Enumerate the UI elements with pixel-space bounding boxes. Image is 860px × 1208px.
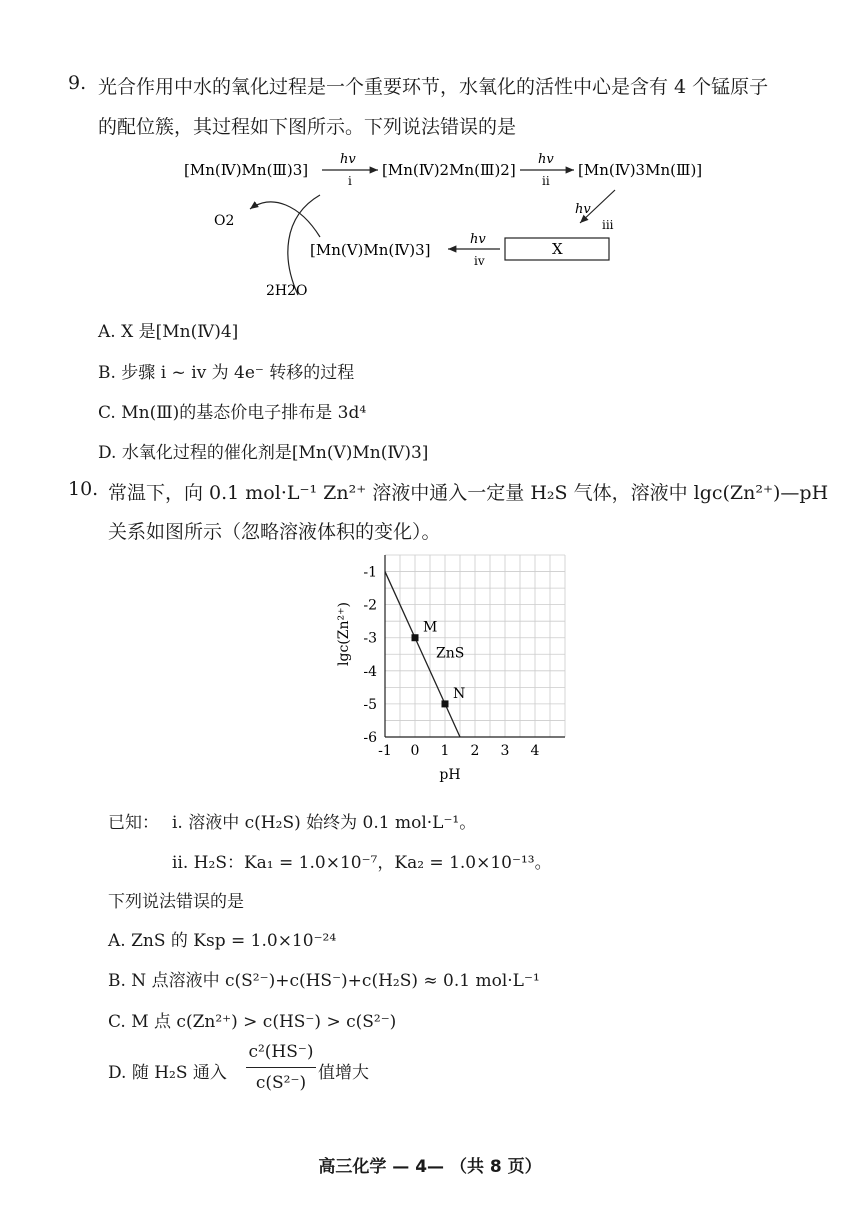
chart-tick-labels	[363, 565, 539, 759]
q10-option-c: C. M 点 c(Zn²⁺) > c(HS⁻) > c(S²⁻)	[108, 1012, 397, 1032]
x-tick-label: 4	[530, 743, 540, 759]
species-3-label: [Mn(Ⅳ)3Mn(Ⅲ)]	[578, 161, 703, 179]
hv-label-2: hv	[538, 152, 554, 167]
y-tick-label: -6	[363, 730, 377, 746]
chart-y-axis-label: lgc(Zn²⁺)	[336, 602, 352, 666]
y-tick-label: -3	[363, 630, 377, 647]
point-marker-M	[412, 634, 419, 641]
o2-label: O2	[214, 213, 235, 229]
x-box-label: X	[552, 240, 563, 258]
question-9-number: 9.	[68, 72, 87, 94]
q10-option-d-numerator: c²(HS⁻)	[248, 1042, 314, 1062]
x-tick-label: 2	[470, 743, 480, 759]
species-4-label: [Mn(Ⅴ)Mn(Ⅳ)3]	[310, 241, 431, 259]
point-marker-N	[442, 700, 449, 707]
hv-label-1: hv	[340, 152, 356, 167]
point-label-M: M	[423, 619, 438, 636]
hv-label-3: hv	[575, 202, 591, 217]
question-10-stem-line2: 关系如图所示（忽略溶液体积的变化）。	[108, 521, 441, 543]
y-tick-label: -5	[363, 696, 377, 713]
q10-option-d-denominator: c(S²⁻)	[255, 1073, 307, 1093]
step-iii-label: iii	[602, 218, 614, 232]
q9-option-a: A. X 是[Mn(Ⅳ)4]	[98, 322, 239, 342]
q10-option-a: A. ZnS 的 Ksp = 1.0×10⁻²⁴	[108, 931, 337, 951]
q9-option-d: D. 水氧化过程的催化剂是[Mn(Ⅴ)Mn(Ⅳ)3]	[98, 443, 429, 463]
species-1-label: [Mn(Ⅳ)Mn(Ⅲ)3]	[184, 161, 309, 179]
q10-option-b: B. N 点溶液中 c(S²⁻)+c(HS⁻)+c(H₂S) ≈ 0.1 mol·L⁻¹	[108, 971, 540, 991]
chart-points	[412, 620, 466, 708]
x-tick-label: 1	[440, 743, 450, 759]
x-tick-label: -1	[378, 743, 392, 759]
known-i: ⅰ. 溶液中 c(H₂S) 始终为 0.1 mol·L⁻¹。	[172, 813, 477, 833]
water-label: 2H2O	[266, 283, 308, 299]
y-tick-label: -4	[363, 663, 377, 680]
y-tick-label: -1	[363, 564, 377, 581]
question-9-stem-line1: 光合作用中水的氧化过程是一个重要环节，水氧化的活性中心是含有 4 个锰原子	[98, 76, 769, 98]
chart-grid	[385, 555, 565, 737]
manganese-cycle-diagram	[170, 145, 730, 305]
lgc-zn-ph-chart	[330, 545, 590, 795]
o2-release-arrow	[250, 202, 320, 237]
step-ii-label: ii	[542, 174, 550, 188]
q10-option-d-tail: 值增大	[318, 1063, 369, 1083]
known-label: 已知：	[108, 813, 159, 833]
step-i-label: i	[348, 174, 352, 188]
page-footer: 高三化学 — 4— （共 8 页）	[318, 1157, 542, 1177]
hv-label-4: hv	[470, 232, 486, 247]
q9-option-c: C. Mn(Ⅲ)的基态价电子排布是 3d⁴	[98, 403, 367, 423]
chart-x-axis-label: pH	[439, 767, 461, 783]
question-10-number: 10.	[68, 478, 99, 500]
fraction-bar	[246, 1067, 316, 1068]
step-iv-label: iv	[474, 254, 485, 268]
species-2-label: [Mn(Ⅳ)2Mn(Ⅲ)2]	[382, 161, 516, 179]
point-label-N: N	[453, 685, 466, 702]
y-tick-label: -2	[363, 597, 377, 614]
known-ii: ⅱ. H₂S：Ka₁ = 1.0×10⁻⁷，Ka₂ = 1.0×10⁻¹³。	[172, 853, 552, 873]
q9-option-b: B. 步骤 ⅰ ~ ⅳ 为 4e⁻ 转移的过程	[98, 363, 355, 383]
question-10-stem-line1: 常温下，向 0.1 mol·L⁻¹ Zn²⁺ 溶液中通入一定量 H₂S 气体，溶液中 lgc(Zn²⁺)—pH	[108, 482, 829, 504]
q10-option-d: D. 随 H₂S 通入	[108, 1063, 227, 1083]
x-tick-label: 0	[410, 743, 420, 759]
chart-region-label: ZnS	[436, 645, 465, 662]
x-tick-label: 3	[500, 743, 510, 759]
question-9-stem-line2: 的配位簇，其过程如下图所示。下列说法错误的是	[98, 116, 517, 138]
q10-prompt: 下列说法错误的是	[108, 892, 244, 912]
